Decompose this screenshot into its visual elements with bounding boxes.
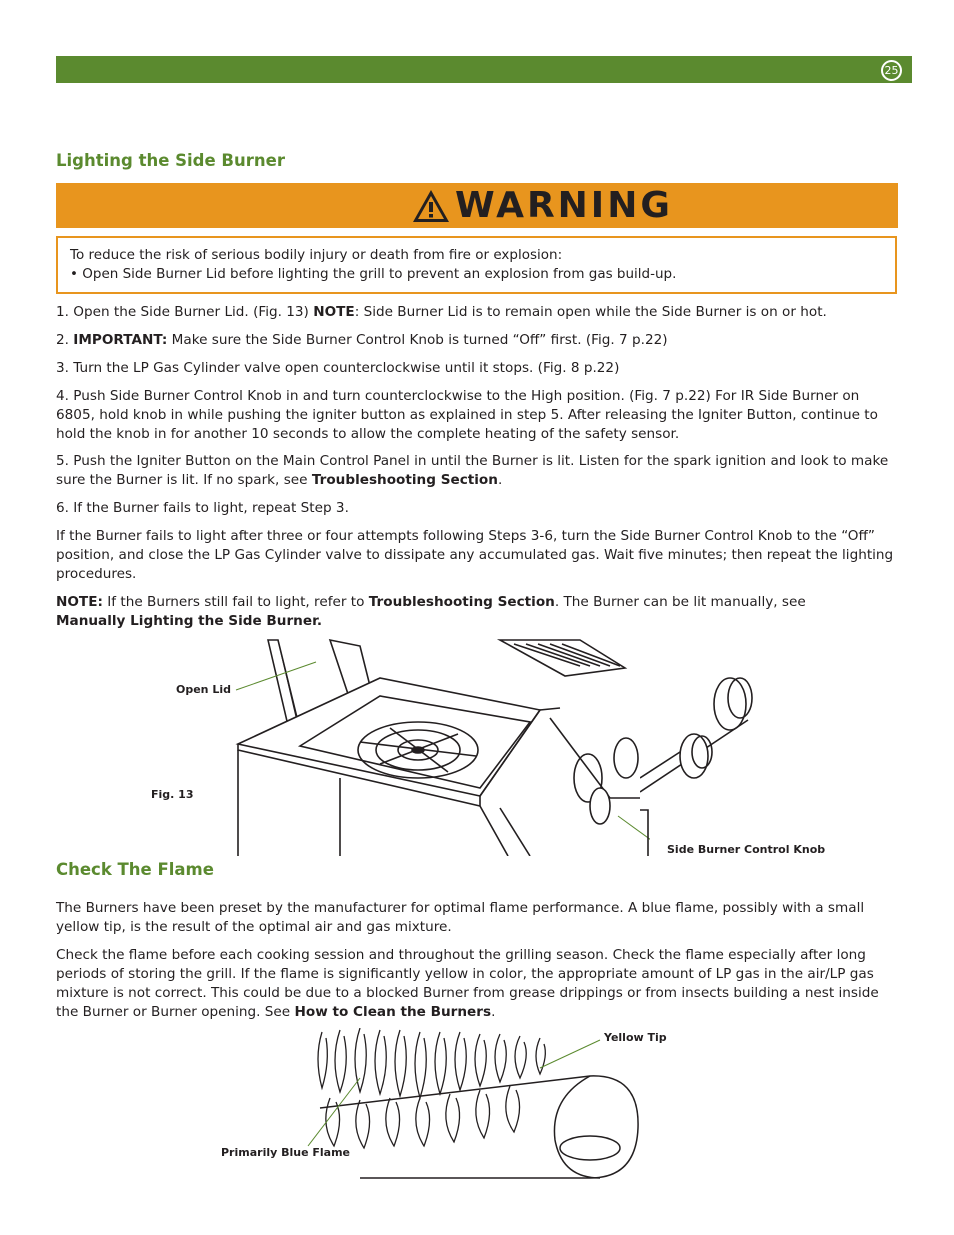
section-title-check-flame: Check The Flame bbox=[56, 860, 214, 879]
warning-triangle-icon bbox=[411, 188, 451, 224]
warning-box bbox=[56, 236, 897, 294]
side-burner-knobs-right bbox=[640, 660, 900, 856]
warning-text: To reduce the risk of serious bodily injury or death from fire or explosion: bbox=[70, 247, 563, 263]
label-primarily-blue-flame: Primarily Blue Flame bbox=[221, 1146, 351, 1159]
flame-paragraph-2: Check the flame before each cooking session and throughout the grilling season. Check the flame especially after long periods of storing the grill. If the flame is significantly yellow in color, the appropriate amount of LP gas in the air/LP gas mixture is not correct. This could be due to a blocked Burner from grease drippings or from insects building a nest inside the Burner or Burner opening. See How to Clean the Burners. bbox=[56, 947, 879, 1020]
header-bar bbox=[56, 56, 912, 83]
step-5: 5. Push the Igniter Button on the Main Control Panel in until the Burner is lit. Listen for the spark ignition and look to make sure the Burner is lit. If no spark, see Troubleshooting Section. bbox=[56, 453, 889, 488]
burner-flame-illustration bbox=[300, 1028, 640, 1180]
step-2: 2. IMPORTANT: Make sure the Side Burner Control Knob is turned “Off” first. (Fig. 7 p.22) bbox=[56, 332, 668, 348]
label-open-lid: Open Lid bbox=[176, 683, 231, 696]
section-title-lighting: Lighting the Side Burner bbox=[56, 151, 285, 170]
label-yellow-tip: Yellow Tip bbox=[604, 1031, 667, 1044]
warning-banner bbox=[56, 183, 898, 228]
side-burner-illustration bbox=[230, 638, 650, 856]
note-paragraph: NOTE: If the Burners still fail to light, refer to Troubleshooting Section. The Burner can be lit manually, see Manually Lighting the Side Burner. bbox=[56, 594, 806, 629]
step-1: 1. Open the Side Burner Lid. (Fig. 13) NOTE: Side Burner Lid is to remain open while the Side Burner is on or hot. bbox=[56, 304, 827, 320]
page-number-badge bbox=[881, 60, 902, 81]
fail-paragraph: If the Burner fails to light after three or four attempts following Steps 3-6, turn the Side Burner Control Knob to the “Off” position, and close the LP Gas Cylinder valve to dissipate any accumulated gas. Wait five minutes; then repeat the lighting procedures. bbox=[56, 528, 894, 582]
flame-paragraph-1: The Burners have been preset by the manufacturer for optimal flame performance. A blue flame, possibly with a small yellow tip, is the result of the optimal air and gas mixture. bbox=[56, 900, 865, 935]
warning-heading bbox=[411, 183, 673, 228]
step-6: 6. If the Burner fails to light, repeat Step 3. bbox=[56, 500, 349, 516]
warning-word: WARNING bbox=[455, 185, 673, 226]
step-4: 4. Push Side Burner Control Knob in and turn counterclockwise to the High position. (Fig. 7 p.22) For IR Side Burner on 6805, hold knob in while pushing the igniter button as explained in step 5. After releasing the Igniter Button, continue to hold the knob in for another 10 seconds to allow the complete heating of the safety sensor. bbox=[56, 388, 878, 442]
label-side-burner-control-knob: Side Burner Control Knob bbox=[667, 843, 826, 856]
warning-bullet: • Open Side Burner Lid before lighting the grill to prevent an explosion from gas build-up. bbox=[70, 266, 677, 282]
page-number: 25 bbox=[884, 64, 899, 77]
label-fig-13: Fig. 13 bbox=[151, 788, 194, 801]
step-3: 3. Turn the LP Gas Cylinder valve open counterclockwise until it stops. (Fig. 8 p.22) bbox=[56, 360, 620, 376]
